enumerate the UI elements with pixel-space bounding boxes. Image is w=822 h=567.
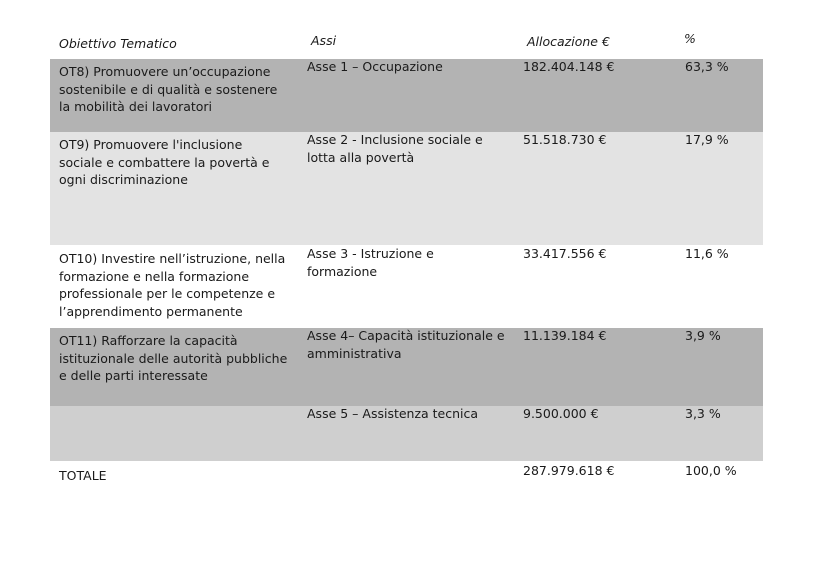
header-allocation: Allocazione € (527, 34, 610, 49)
table-row (50, 59, 763, 132)
total-row (50, 461, 763, 491)
total-percent: 100,0 % (685, 463, 737, 478)
objective-cell: OT11) Rafforzare la capacità istituzionale delle autorità pubbliche e delle parti interessate (59, 333, 288, 383)
header-objective: Obiettivo Tematico (59, 36, 177, 51)
percent-cell: 11,6 % (685, 246, 729, 261)
axis-cell: Asse 4– Capacità istituzionale e amministrativa (307, 328, 505, 361)
axis-cell: Asse 1 – Occupazione (307, 59, 443, 74)
objective-cell: OT8) Promuovere un’occupazione sostenibile e di qualità e sostenere la mobilità dei lavoratori (59, 64, 278, 114)
header-axes: Assi (311, 33, 337, 48)
objective-cell: OT9) Promuovere l'inclusione sociale e combattere la povertà e ogni discriminazione (59, 137, 270, 187)
table-row (50, 132, 763, 245)
percent-cell: 17,9 % (685, 132, 729, 147)
total-label: TOTALE (59, 468, 107, 483)
percent-cell: 3,3 % (685, 406, 721, 421)
allocation-cell: 9.500.000 € (523, 406, 599, 421)
axis-cell: Asse 2 - Inclusione sociale e lotta alla povertà (307, 132, 483, 165)
objective-cell: OT10) Investire nell’istruzione, nella formazione e nella formazione professionale per le competenze e l’apprendimento permanente (59, 251, 286, 319)
axis-cell: Asse 3 - Istruzione e formazione (307, 246, 434, 279)
percent-cell: 63,3 % (685, 59, 729, 74)
allocation-cell: 51.518.730 € (523, 132, 607, 147)
table-row (50, 406, 763, 461)
allocation-cell: 182.404.148 € (523, 59, 615, 74)
percent-cell: 3,9 % (685, 328, 721, 343)
allocation-cell: 33.417.556 € (523, 246, 607, 261)
header-percent: % (684, 31, 696, 46)
table-row (50, 246, 763, 328)
table-row (50, 328, 763, 406)
axis-cell: Asse 5 – Assistenza tecnica (307, 406, 479, 421)
allocation-cell: 11.139.184 € (523, 328, 607, 343)
total-allocation: 287.979.618 € (523, 463, 615, 478)
